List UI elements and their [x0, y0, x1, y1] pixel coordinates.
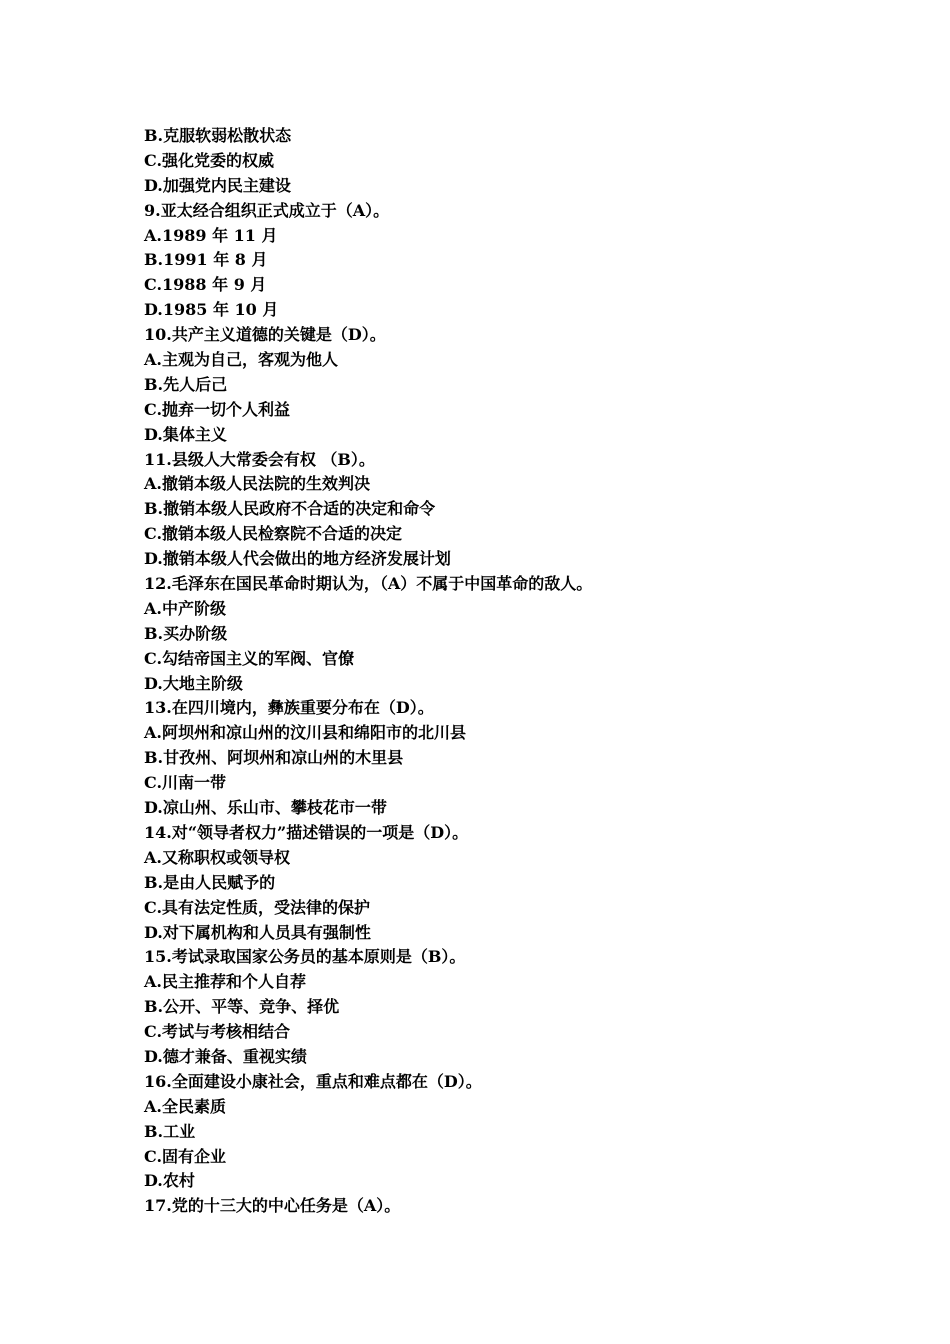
option-line: A.民主推荐和个人自荐	[144, 972, 306, 992]
question-line: 13.在四川境内，彝族重要分布在（D）。	[144, 698, 434, 718]
option-line: B.买办阶级	[144, 623, 228, 643]
option-line: B.工业	[144, 1121, 196, 1141]
text-line: B.克服软弱松散状态	[144, 126, 292, 145]
option-line: A.阿坝州和凉山州的汶川县和绵阳市的北川县	[144, 723, 466, 743]
document-body	[144, 124, 844, 1219]
option-line: D.撤销本级人代会做出的地方经济发展计划	[144, 549, 451, 569]
option-line: C.固有企业	[144, 1146, 227, 1166]
option-line: D.农村	[144, 1171, 195, 1191]
option-line: B.先人后己	[144, 374, 228, 394]
option-line: B.1991 年 8 月	[144, 250, 268, 270]
question-line: 10.共产主义道德的关键是（D）。	[144, 325, 386, 345]
question-line: 14.对“领导者权力”描述错误的一项是（D）。	[144, 822, 469, 842]
question-line: 17.党的十三大的中心任务是（A）。	[144, 1196, 401, 1216]
option-line: A.中产阶级	[144, 598, 226, 618]
option-line: B.撤销本级人民政府不合适的决定和命令	[144, 499, 436, 519]
question-line: 11.县级人大常委会有权 （B）。	[144, 449, 375, 469]
option-line: A.又称职权或领导权	[144, 847, 290, 867]
option-line: C.具有法定性质，受法律的保护	[144, 897, 371, 917]
option-line: D.凉山州、乐山市、攀枝花市一带	[144, 798, 387, 818]
option-line: C.川南一带	[144, 773, 227, 793]
text-line: D.加强党内民主建设	[144, 175, 291, 195]
question-line: 15.考试录取国家公务员的基本原则是（B）。	[144, 947, 466, 967]
question-line: 9.亚太经合组织正式成立于（A）。	[144, 200, 390, 220]
option-line: D.德才兼备、重视实绩	[144, 1046, 307, 1066]
option-line: C.考试与考核相结合	[144, 1022, 291, 1042]
option-line: B.甘孜州、阿坝州和凉山州的木里县	[144, 748, 404, 768]
option-line: A.主观为自己，客观为他人	[144, 350, 338, 370]
text-line: C.强化党委的权威	[144, 150, 275, 170]
option-line: D.对下属机构和人员具有强制性	[144, 922, 371, 942]
option-line: A.撤销本级人民法院的生效判决	[144, 474, 370, 494]
option-line: D.1985 年 10 月	[144, 300, 279, 320]
option-line: A.1989 年 11 月	[144, 225, 278, 245]
option-line: D.集体主义	[144, 424, 227, 444]
option-line: D.大地主阶级	[144, 673, 243, 693]
option-line: B.公开、平等、竞争、择优	[144, 997, 340, 1017]
option-line: C.抛弃一切个人利益	[144, 399, 291, 419]
option-line: C.1988 年 9 月	[144, 275, 267, 295]
question-line: 12.毛泽东在国民革命时期认为，（A）不属于中国革命的敌人。	[144, 574, 593, 594]
option-line: C.撤销本级人民检察院不合适的决定	[144, 524, 403, 544]
option-line: C.勾结帝国主义的军阀、官僚	[144, 648, 355, 668]
option-line: B.是由人民赋予的	[144, 872, 276, 892]
option-line: A.全民素质	[144, 1096, 226, 1116]
question-line: 16.全面建设小康社会，重点和难点都在（D）。	[144, 1071, 482, 1091]
